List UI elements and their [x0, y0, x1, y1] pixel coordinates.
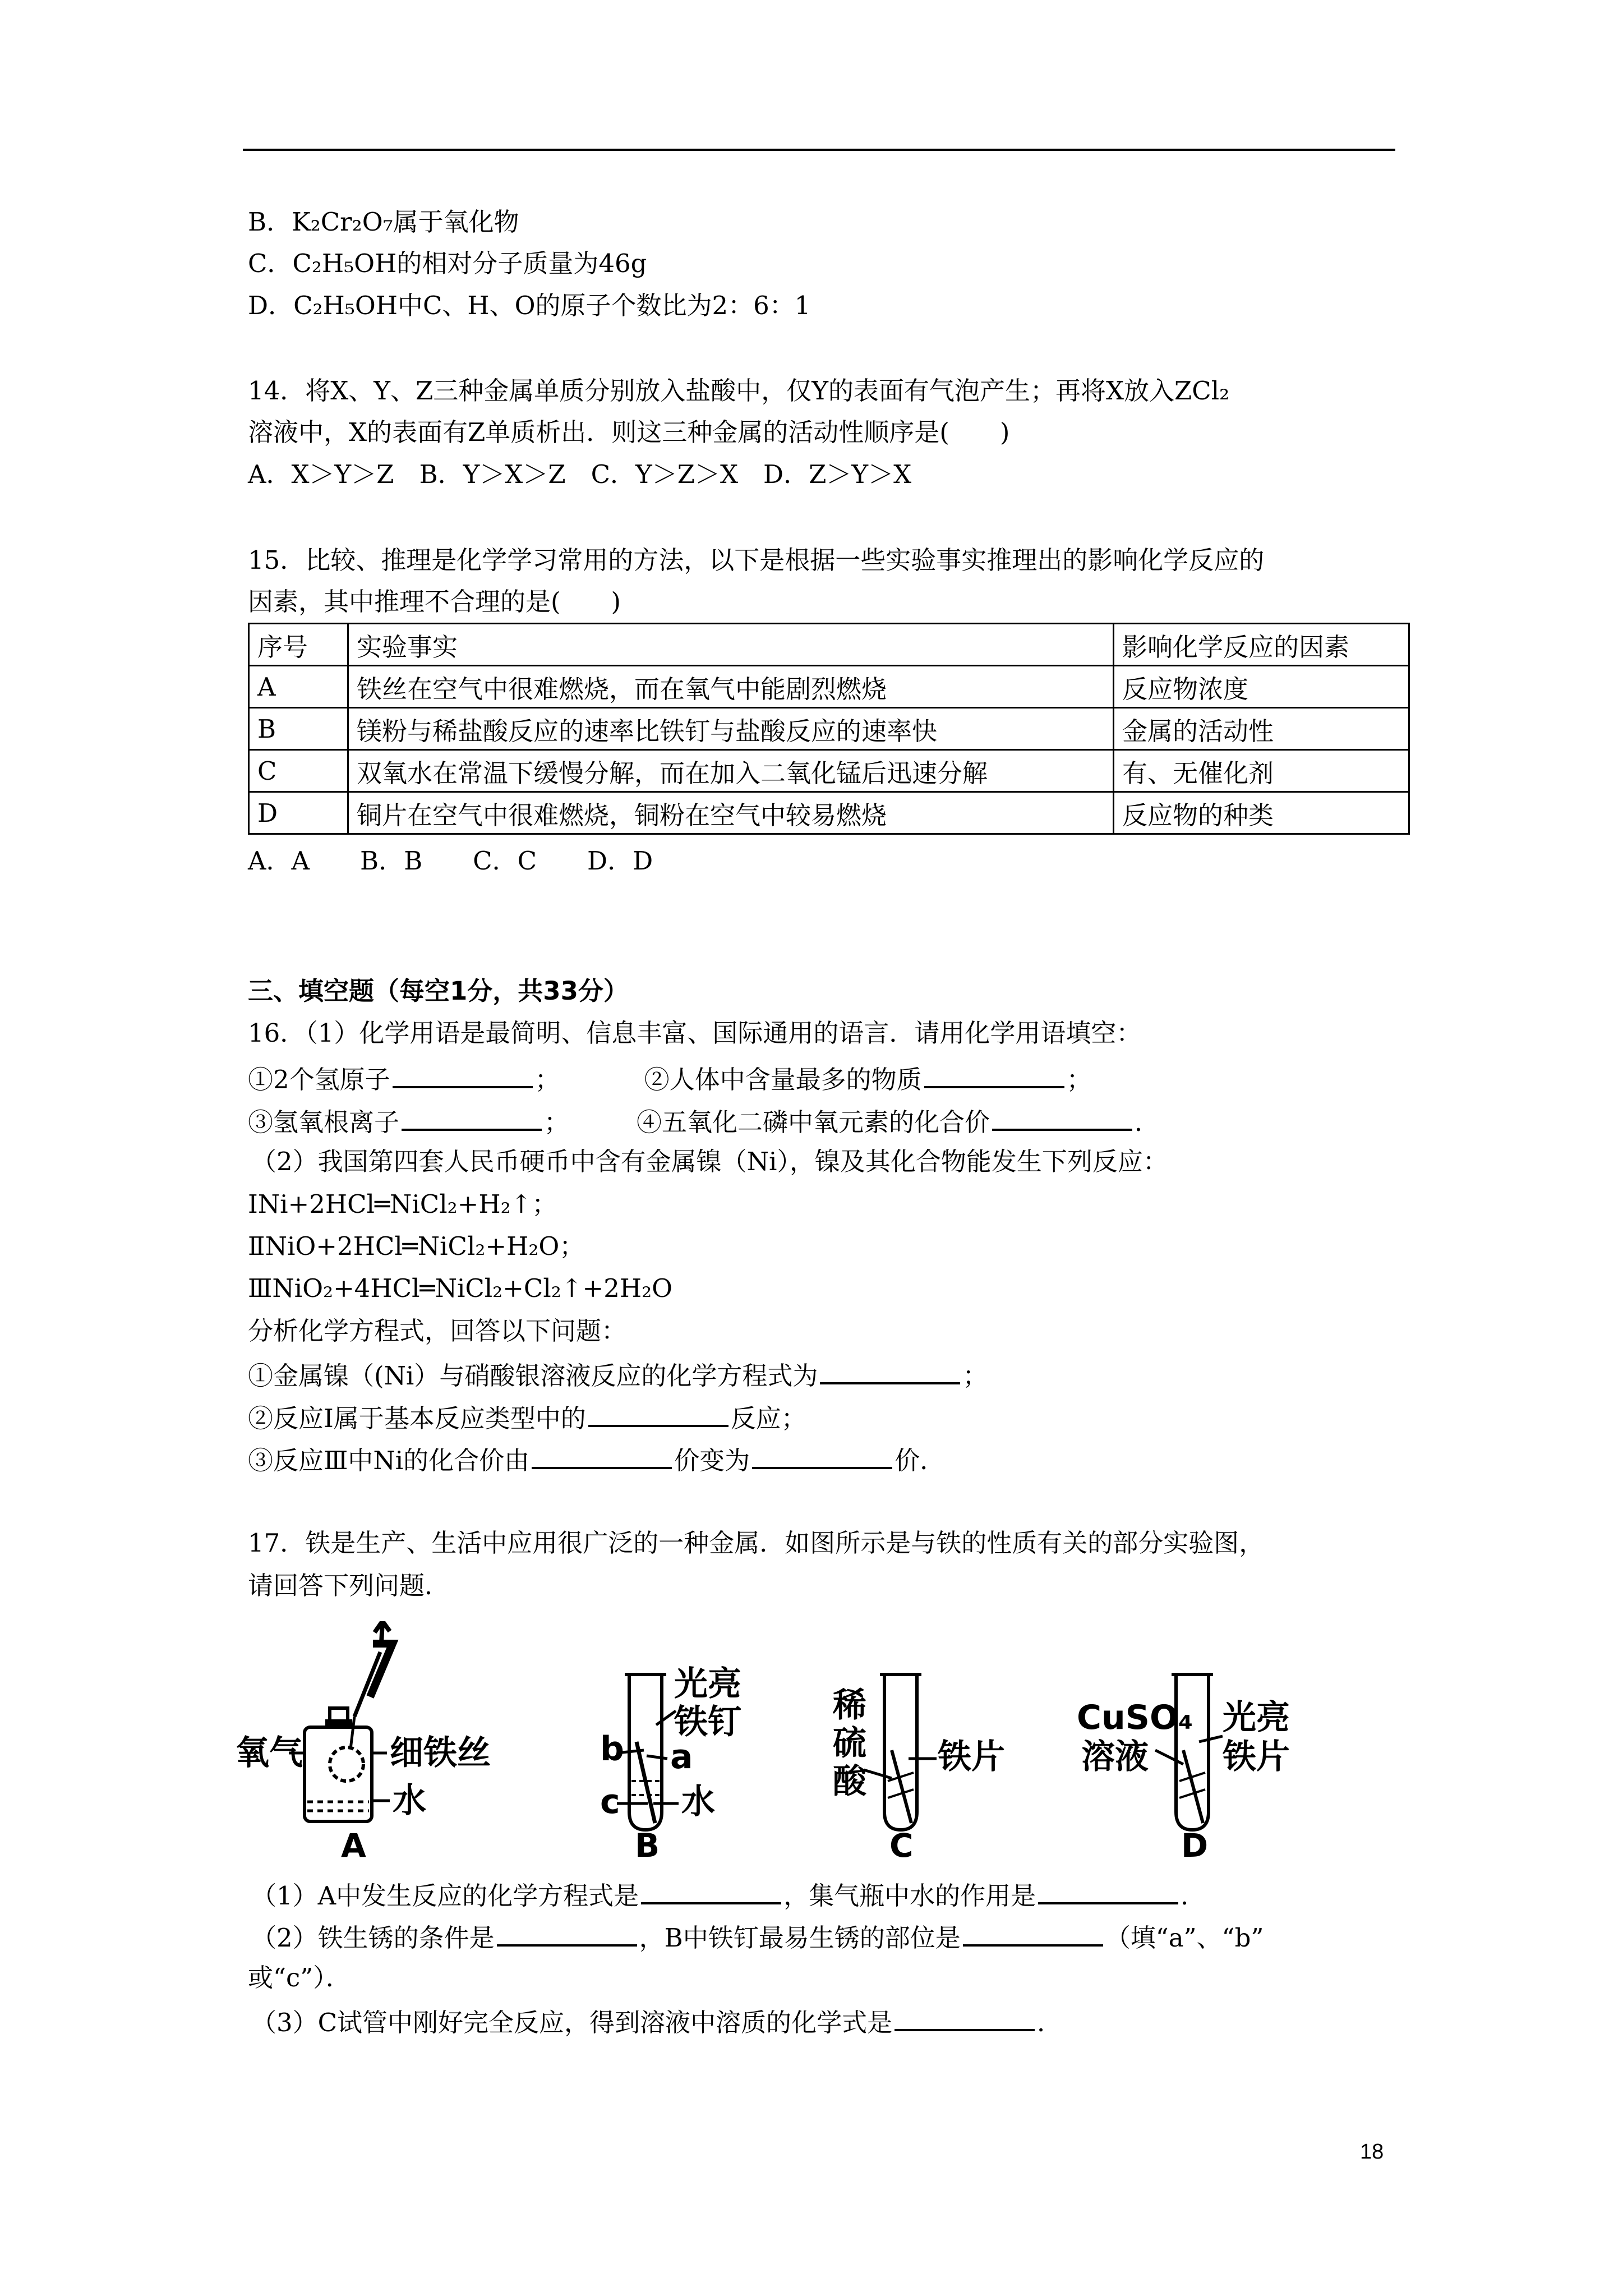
q16-line-items-3-4	[248, 1103, 1160, 1139]
table-cell: 反应物浓度	[1114, 666, 1409, 708]
label-iron-sheet-c: 铁片	[938, 1737, 1005, 1777]
answer-blank[interactable]	[588, 1399, 728, 1427]
q16-sub2-text: ②反应Ⅰ属于基本反应类型中的	[248, 1404, 586, 1433]
label-water-a: 水	[393, 1781, 426, 1820]
label-dilute-1: 稀	[833, 1686, 866, 1725]
table-row	[249, 666, 1409, 708]
answer-blank[interactable]	[532, 1441, 672, 1469]
q16-eq2: ⅡNiO+2HCl═NiCl₂+H₂O；	[248, 1231, 585, 1261]
label-point-c: c	[600, 1782, 620, 1821]
period: ．	[1037, 2008, 1063, 2037]
semicolon: ；	[962, 1361, 988, 1391]
q16-sub3-mid: 价变为	[674, 1446, 750, 1475]
q13-option-b: B．K₂Cr₂O₇属于氧化物	[248, 207, 519, 237]
answer-blank[interactable]	[963, 1918, 1103, 1947]
q16-sub1-text: ①金属镍（(Ni）与硝酸银溶液反应的化学方程式为	[248, 1361, 818, 1391]
apparatus-b	[600, 1664, 741, 1865]
table-cell: 镁粉与稀盐酸反应的速率比铁钉与盐酸反应的速率快	[348, 708, 1114, 750]
label-bright-iron-1: 光亮	[1223, 1698, 1290, 1737]
q16-item2: ②人体中含量最多的物质	[644, 1065, 922, 1094]
q16-part2: （2）我国第四套人民币硬币中含有金属镍（Ni），镍及其化合物能发生下列反应：	[251, 1147, 1168, 1176]
q13-option-c: C．C₂H₅OH的相对分子质量为46g	[248, 249, 647, 278]
label-bright-nail-1: 光亮	[674, 1664, 741, 1704]
q17-part1-mid: ，集气瓶中水的作用是	[783, 1881, 1036, 1911]
table-cell: B	[249, 708, 348, 750]
label-cuso4-2: 溶液	[1081, 1737, 1149, 1777]
answer-blank[interactable]	[924, 1060, 1064, 1088]
label-c: C	[889, 1826, 914, 1865]
label-point-b: b	[600, 1729, 624, 1769]
answer-blank[interactable]	[820, 1356, 960, 1384]
q17-part2-tail: （填“a”、“b”	[1105, 1923, 1264, 1953]
q16-sub3-text: ③反应Ⅲ中Ni的化合价由	[248, 1446, 530, 1475]
table-row	[249, 750, 1409, 792]
label-a: A	[341, 1826, 366, 1865]
answer-blank[interactable]	[497, 1918, 637, 1947]
q16-intro: 16．（1）化学用语是最简明、信息丰富、国际通用的语言．请用化学用语填空：	[248, 1018, 1142, 1048]
answer-blank[interactable]	[992, 1103, 1132, 1131]
q17-part2-text: （2）铁生锈的条件是	[251, 1923, 495, 1953]
q17-stem-line2: 请回答下列问题．	[248, 1571, 450, 1600]
apparatus-d	[1077, 1674, 1290, 1865]
table-cell: 反应物的种类	[1114, 792, 1409, 834]
apparatus-a	[236, 1621, 491, 1865]
label-point-a: a	[670, 1737, 693, 1777]
q16-item4: ④五氧化二磷中氧元素的化合价	[637, 1107, 990, 1137]
label-dilute-2: 硫	[833, 1724, 866, 1763]
q16-eq3: ⅢNiO₂+4HCl═NiCl₂+Cl₂↑+2H₂O	[248, 1273, 673, 1303]
table-cell: D	[249, 792, 348, 834]
table-header-cell: 实验事实	[348, 624, 1114, 666]
semicolon: ；	[1066, 1065, 1092, 1094]
answer-blank[interactable]	[402, 1103, 542, 1131]
answer-blank[interactable]	[393, 1060, 533, 1088]
table-cell: 金属的活动性	[1114, 708, 1409, 750]
q13-option-d: D．C₂H₅OH中C、H、O的原子个数比为2：6：1	[248, 291, 811, 320]
label-water-b: 水	[681, 1782, 715, 1821]
q14-options: A．X＞Y＞Z B．Y＞X＞Z C．Y＞Z＞X D．Z＞Y＞X	[248, 459, 912, 489]
q17-part1	[251, 1876, 1206, 1913]
page-number: 18	[1360, 2140, 1384, 2164]
header-rule	[243, 149, 1395, 151]
label-dilute-3: 酸	[833, 1762, 866, 1801]
label-fine-iron-wire: 细铁丝	[390, 1733, 491, 1773]
q15-table	[248, 623, 1410, 835]
q16-eq1: ⅠNi+2HCl═NiCl₂+H₂↑；	[248, 1189, 557, 1219]
q16-line-items-1-2	[248, 1060, 1092, 1097]
table-row	[249, 792, 1409, 834]
q16-sub2-tail: 反应；	[730, 1404, 806, 1433]
q16-sub1	[248, 1356, 988, 1393]
answer-blank[interactable]	[752, 1441, 892, 1469]
label-d: D	[1181, 1826, 1209, 1865]
period: ．	[1135, 1107, 1160, 1137]
section-title: 三、填空题（每空1分，共33分）	[248, 976, 629, 1006]
table-cell: 铜片在空气中很难燃烧，铜粉在空气中较易燃烧	[348, 792, 1114, 834]
q17-part3-text: （3）C试管中刚好完全反应，得到溶液中溶质的化学式是	[251, 2008, 893, 2037]
q14-stem-line2: 溶液中，X的表面有Z单质析出．则这三种金属的活动性顺序是( )	[248, 417, 1010, 447]
q15-options: A．A B．B C．C D．D	[248, 846, 653, 876]
q16-sub3	[248, 1441, 945, 1478]
q17-part2-cont: 或“c”）．	[248, 1963, 351, 1993]
q16-sub2	[248, 1399, 806, 1435]
q16-item1: ①2个氢原子	[248, 1065, 390, 1094]
answer-blank[interactable]	[641, 1876, 781, 1904]
table-cell: C	[249, 750, 348, 792]
label-cuso4-1: CuSO₄	[1077, 1698, 1193, 1737]
semicolon: ；	[544, 1107, 570, 1137]
q17-part3	[251, 2003, 1062, 2040]
table-header-row	[249, 624, 1409, 666]
q16-item3: ③氢氧根离子	[248, 1107, 400, 1137]
label-bright-iron-2: 铁片	[1223, 1737, 1290, 1777]
q17-stem-line1: 17．铁是生产、生活中应用很广泛的一种金属．如图所示是与铁的性质有关的部分实验图，	[248, 1528, 1265, 1558]
semicolon: ；	[534, 1065, 560, 1094]
label-b: B	[635, 1826, 660, 1865]
table-header-cell: 影响化学反应的因素	[1114, 624, 1409, 666]
table-cell: 双氧水在常温下缓慢分解，而在加入二氧化锰后迅速分解	[348, 750, 1114, 792]
table-cell: A	[249, 666, 348, 708]
q16-sub3-tail: 价．	[895, 1446, 946, 1475]
period: ．	[1181, 1881, 1206, 1911]
answer-blank[interactable]	[895, 2003, 1035, 2031]
q14-stem-line1: 14．将X、Y、Z三种金属单质分别放入盐酸中，仅Y的表面有气泡产生；再将X放入ZCl₂	[248, 376, 1230, 406]
label-bright-nail-2: 铁钉	[674, 1703, 741, 1742]
q17-part1-text: （1）A中发生反应的化学方程式是	[251, 1881, 639, 1911]
q15-stem-line2: 因素，其中推理不合理的是( )	[248, 587, 621, 616]
answer-blank[interactable]	[1038, 1876, 1178, 1904]
table-cell: 铁丝在空气中很难燃烧，而在氧气中能剧烈燃烧	[348, 666, 1114, 708]
q16-analyze: 分析化学方程式，回答以下问题：	[248, 1316, 627, 1346]
q17-part2-mid: ，B中铁钉最易生锈的部位是	[639, 1923, 961, 1953]
label-oxygen: 氧气	[236, 1733, 303, 1773]
q15-stem-line1: 15．比较、推理是化学学习常用的方法，以下是根据一些实验事实推理出的影响化学反应的	[248, 545, 1265, 575]
apparatus-c	[832, 1674, 1005, 1865]
table-header-cell: 序号	[249, 624, 348, 666]
q17-part2	[251, 1918, 1264, 1955]
table-row	[249, 708, 1409, 750]
experiment-figure	[236, 1621, 1424, 1868]
table-cell: 有、无催化剂	[1114, 750, 1409, 792]
